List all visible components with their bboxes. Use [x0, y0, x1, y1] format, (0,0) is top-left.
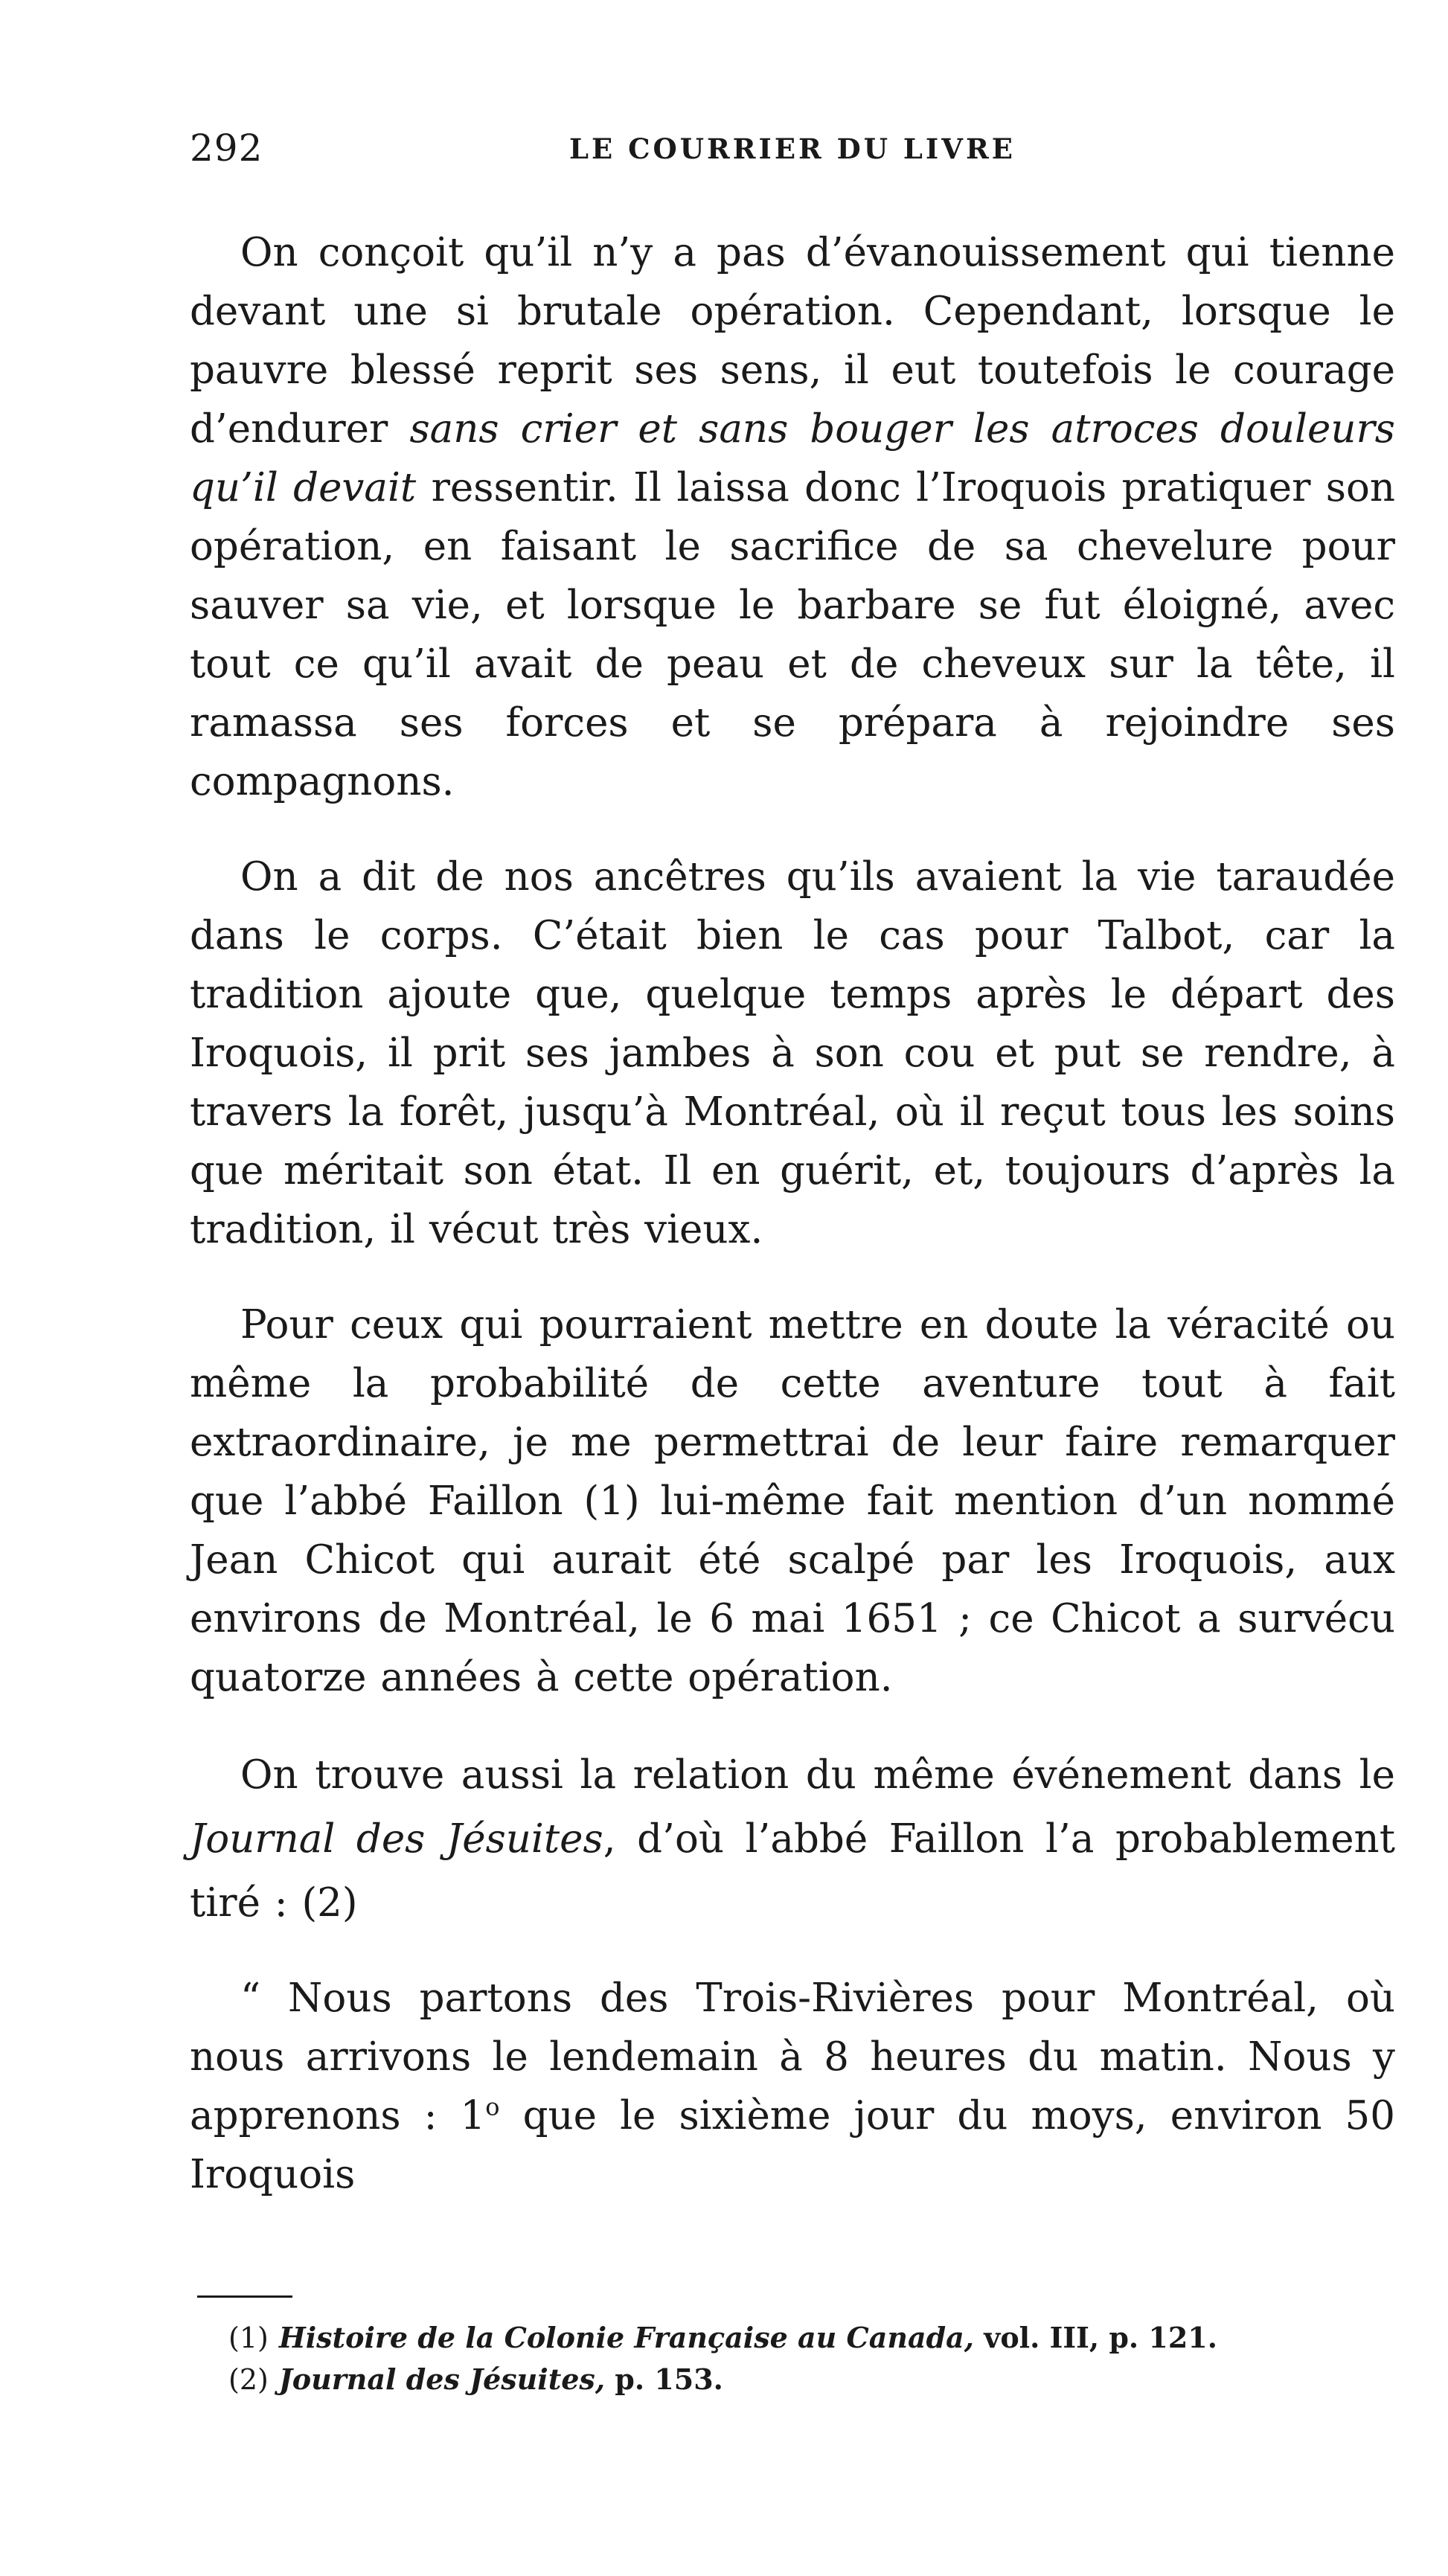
paragraph-1-text-b: ressentir. Il laissa donc l’Iroquois pratiquer son opération, en faisant le sacrifice de sa chevelure pour sauver sa vie, et lorsque le barbare se fut éloigné, avec tout ce qu’il avait de peau et de cheveux sur la tête, il ramassa ses forces et se prépara à rejoindre ses compagnons. [190, 465, 1395, 804]
paragraph-1 [190, 223, 1395, 811]
body-text [190, 223, 1395, 2204]
footnote-rule [197, 2295, 292, 2298]
footnote-1-title: Histoire de la Colonie Française au Canada, [278, 2321, 975, 2354]
footnote-2 [190, 2359, 1395, 2400]
paragraph-3: Pour ceux qui pourraient mettre en doute la véracité ou même la probabilité de cette aventure tout à fait extraordinaire, je me permettrai de leur faire remarquer que l’abbé Faillon (1) lui-même fait mention d’un nommé Jean Chicot qui aurait été scalpé par les Iroquois, aux environs de Montréal, le 6 mai 1651 ; ce Chicot a survécu quatorze années à cette opération. [190, 1302, 1395, 1700]
footnote-2-reference: p. 153. [605, 2362, 723, 2396]
footnote-2-mark: (2) [228, 2363, 269, 2396]
paragraph-5-quotation [190, 1969, 1395, 2204]
paragraph-1-italic: sans crier et sans bouger les atroces douleurs qu’il devait [190, 406, 1396, 510]
journal-title-italic: Journal des Jésuites [190, 1816, 603, 1862]
footnote-1-mark: (1) [228, 2322, 269, 2354]
paragraph-5-text-b: que le sixième jour du moys, environ 50 Iroquois [190, 2093, 1395, 2197]
running-head [190, 126, 1395, 179]
paragraph-4 [190, 1743, 1395, 1935]
footnotes [190, 2295, 1395, 2400]
paragraph-2: On a dit de nos ancêtres qu’ils avaient la vie taraudée dans le corps. C’était bien le cas pour Talbot, car la tradition ajoute que, quelque temps après le départ des Iroquois, il prit ses jambes à son cou et put se rendre, à travers la forêt, jusqu’à Montréal, où il reçut tous les soins que méritait son état. Il en guérit, et, toujours d’après la tradition, il vécut très vieux. [190, 854, 1395, 1252]
footnote-1 [190, 2317, 1395, 2359]
paragraph-5-text-a: “ Nous partons des Trois-Rivières pour Montréal, où nous arrivons le lendemain à 8 heures du matin. Nous y apprenons : 1 [190, 1976, 1395, 2138]
footnote-1-reference: vol. III, p. 121. [974, 2321, 1217, 2354]
paragraph-1-text-a: On conçoit qu’il n’y a pas d’évanouissement qui tienne devant une si brutale opération. Cependant, lorsque le pauvre blessé reprit ses sens, il eut toutefois le courage d’endurer [190, 230, 1395, 452]
running-title: LE COURRIER DU LIVRE [569, 132, 1016, 165]
ordinal-superscript: o [485, 2092, 500, 2121]
page-number: 292 [190, 126, 263, 170]
paragraph-4-text-a: On trouve aussi la relation du même événement dans le [240, 1752, 1395, 1798]
footnote-2-title: Journal des Jésuites, [278, 2362, 606, 2396]
paragraph-4-text-b: , d’où l’abbé Faillon l’a probablement tiré : (2) [190, 1816, 1395, 1926]
